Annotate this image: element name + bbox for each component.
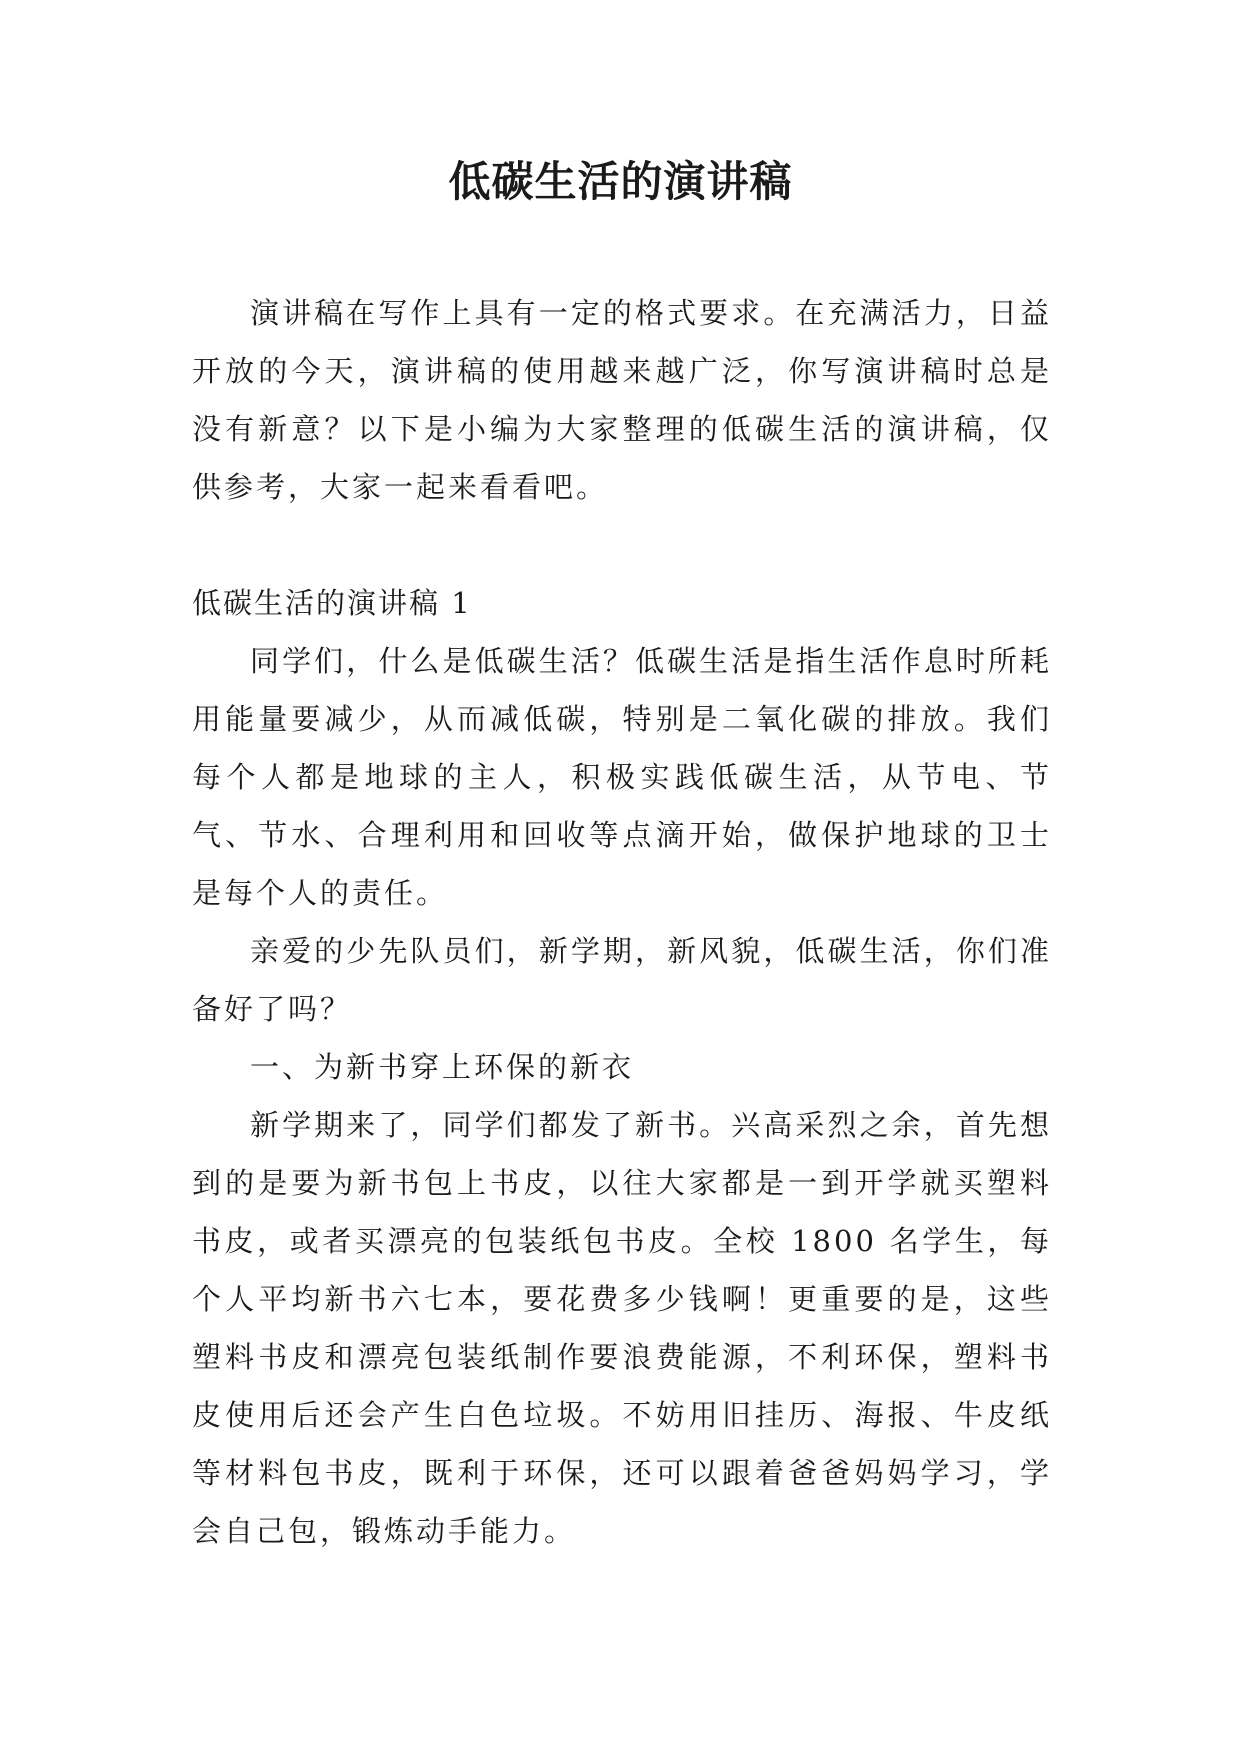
paragraph-spacer [192,516,1052,574]
intro-paragraph: 演讲稿在写作上具有一定的格式要求。在充满活力，日益开放的今天，演讲稿的使用越来越广泛，你写演讲稿时总是没有新意？以下是小编为大家整理的低碳生活的演讲稿，仅供参考，大家一起来看看吧。 [192,296,1052,504]
body-paragraph-1: 同学们，什么是低碳生活？低碳生活是指生活作息时所耗用能量要减少，从而减低碳，特别是二氧化碳的排放。我们每个人都是地球的主人，积极实践低碳生活，从节电、节气、节水、合理利用和回收等点滴开始，做保护地球的卫士是每个人的责任。 [192,644,1052,910]
document-title: 低碳生活的演讲稿 [448,157,793,206]
body-paragraph-3: 新学期来了，同学们都发了新书。兴高采烈之余，首先想到的是要为新书包上书皮，以往大家都是一到开学就买塑料书皮，或者买漂亮的包装纸包书皮。全校 1800 名学生，每个人平均新书六七本，要花费多少钱啊！更重要的是，这些塑料书皮和漂亮包装纸制作要浪费能源，不利环保，塑料书皮使用后还会产生白色垃圾。不妨用旧挂历、海报、牛皮纸等材料包书皮，既利于环保，还可以跟着爸爸妈妈学习，学会自己包，锻炼动手能力。 [192,1108,1052,1548]
body-paragraph-2: 亲爱的少先队员们，新学期，新风貌，低碳生活，你们准备好了吗？ [192,934,1052,1026]
section-title: 低碳生活的演讲稿 1 [192,586,472,620]
subheading-new-book-cover: 一、为新书穿上环保的新衣 [250,1050,635,1084]
document-body [192,284,1052,1560]
